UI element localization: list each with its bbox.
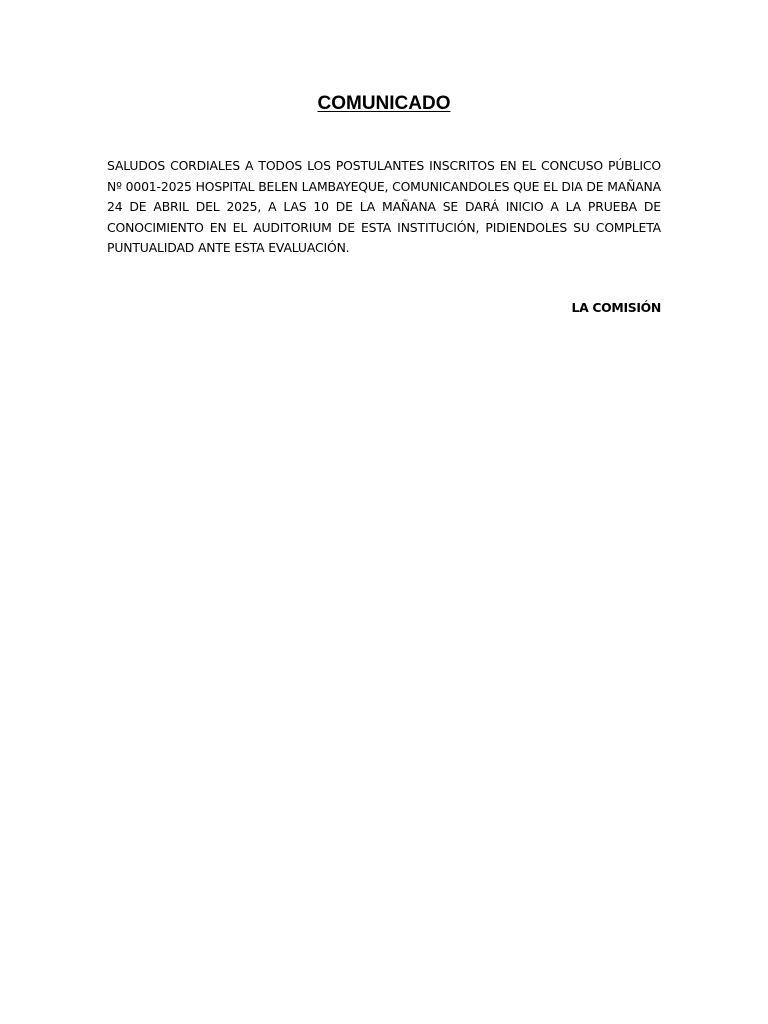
document-signature: LA COMISIÓN xyxy=(571,300,661,315)
document-body-paragraph: SALUDOS CORDIALES A TODOS LOS POSTULANTES INSCRITOS EN EL CONCUSO PÚBLICO Nº 0001-2025 HOSPITAL BELEN LAMBAYEQUE, COMUNICANDOLES QUE EL DIA DE MAÑANA 24 DE ABRIL DEL 2025, A LAS 10 DE LA MAÑANA SE DARÁ INICIO A LA PRUEBA DE CONOCIMIENTO EN EL AUDITORIUM DE ESTA INSTITUCIÓN, PIDIENDOLES SU COMPLETA PUNTUALIDAD ANTE ESTA EVALUACIÓN. xyxy=(107,158,661,256)
document-title: COMUNICADO xyxy=(317,93,451,114)
